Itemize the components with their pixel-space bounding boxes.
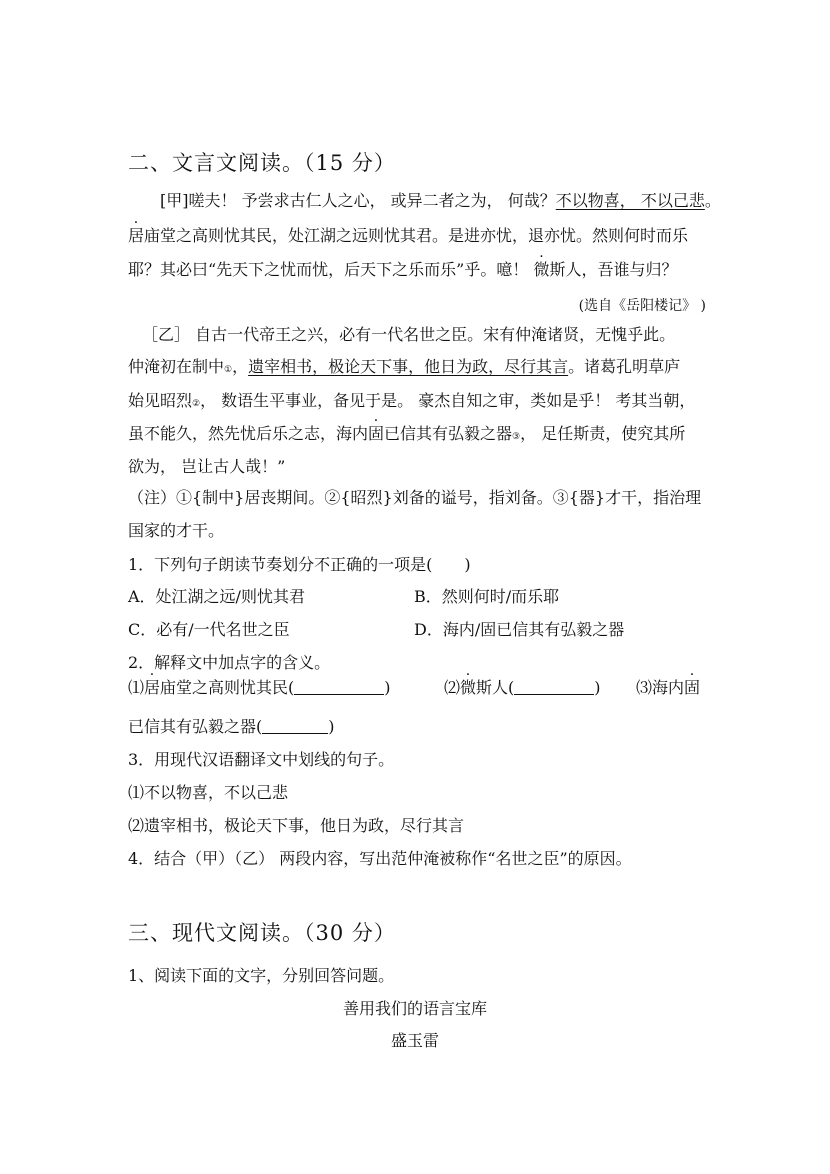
q2-item-1: ⑴居庙堂之高则忧其民( ) — [128, 678, 391, 697]
q3-item-2: ⑵遗宰相书，极论天下事，他日为政，尽行其言 — [128, 816, 465, 835]
note-line-2: 国家的才干。 — [128, 521, 225, 540]
jia-line-1: [甲]嗟夫！ 予尝求古仁人之心， 或异二者之为， 何哉？不以物喜， 不以己悲。 — [160, 191, 721, 210]
dotted-char-wei: 微 — [533, 260, 550, 279]
note-line-1: （注）①{制中}居丧期间。②{昭烈}刘备的谥号，指刘备。③{器}才干，指治理 — [128, 488, 702, 507]
jia-line-2: 居庙堂之高则忧其民，处江湖之远则忧其君。是进亦忧，退亦忧。然则何时而乐 — [128, 226, 689, 245]
section3-title: 三、现代文阅读。（30 分） — [128, 921, 396, 945]
q2-item-3-cont: 已信其有弘毅之器( ) — [128, 717, 335, 736]
dotted-char-wei-q: 微 — [460, 678, 477, 697]
q3-item-1: ⑴不以物喜，不以己悲 — [128, 783, 289, 802]
yi-line-1: ［乙］ 自古一代帝王之兴，必有一代名世之臣。宋有仲淹诸贤，无愧乎此。 — [142, 325, 676, 344]
q4-stem: 4．结合（甲）（乙） 两段内容，写出范仲淹被称作“名世之臣”的原因。 — [128, 849, 632, 868]
answer-blank-1[interactable] — [294, 680, 384, 695]
q1-option-c: C．必有/一代名世之臣 — [128, 620, 290, 639]
q1-option-d: D．海内/固已信其有弘毅之器 — [414, 620, 625, 639]
article-title: 善用我们的语言宝库 — [342, 999, 487, 1018]
section3-intro: 1、阅读下面的文字，分别回答问题。 — [128, 966, 395, 985]
q3-stem: 3．用现代汉语翻译文中划线的句子。 — [128, 750, 395, 769]
yi-line-4: 虽不能久，然先忧后乐之志，海内固已信其有弘毅之器③， 足任斯责，使究其所 — [128, 424, 686, 443]
dotted-char-gu-q: 固 — [684, 678, 701, 697]
q1-option-b: B．然则何时/而乐耶 — [414, 587, 560, 606]
jia-line-3: 耶？其必曰“先天下之忧而忧，后天下之乐而乐”乎。噫！ 微斯人，吾谁与归？ — [128, 260, 678, 279]
yi-line-2: 仲淹初在制中①，遗宰相书，极论天下事，他日为政，尽行其言。诸葛孔明草庐 — [128, 357, 681, 376]
article-author: 盛玉雷 — [390, 1031, 439, 1050]
dotted-char-ju: 居 — [128, 226, 145, 245]
jia-source: (选自《岳阳楼记》 ) — [578, 298, 706, 314]
underlined-sentence-1: 不以物喜， 不以己悲 — [555, 191, 705, 210]
section2-title: 二、文言文阅读。（15 分） — [128, 151, 396, 175]
answer-blank-2[interactable] — [514, 680, 594, 695]
answer-blank-3[interactable] — [262, 719, 328, 734]
footnote-marker-3: ③ — [512, 432, 521, 442]
q1-option-a: A．处江湖之远/则忧其君 — [128, 587, 305, 606]
q2-stem: 2．解释文中加点字的含义。 — [128, 653, 331, 672]
q2-item-3: ⑶海内固 — [636, 678, 701, 697]
footnote-marker-1: ① — [224, 365, 233, 375]
q1-stem: 1．下列句子朗读节奏划分不正确的一项是( ) — [128, 555, 471, 574]
dotted-char-gu: 固 — [368, 424, 385, 443]
dotted-char-ju-q: 居 — [144, 678, 161, 697]
q2-item-2: ⑵微斯人( ) — [444, 678, 601, 697]
yi-line-3: 始见昭烈②， 数语生平事业，备见于是。 豪杰自知之审，类如是乎！ 考其当朝， — [128, 391, 696, 410]
footnote-marker-2: ② — [192, 399, 201, 409]
underlined-sentence-2: 遗宰相书，极论天下事，他日为政，尽行其言 — [248, 357, 569, 376]
yi-line-5: 欲为， 岂让古人哉！” — [128, 457, 286, 476]
